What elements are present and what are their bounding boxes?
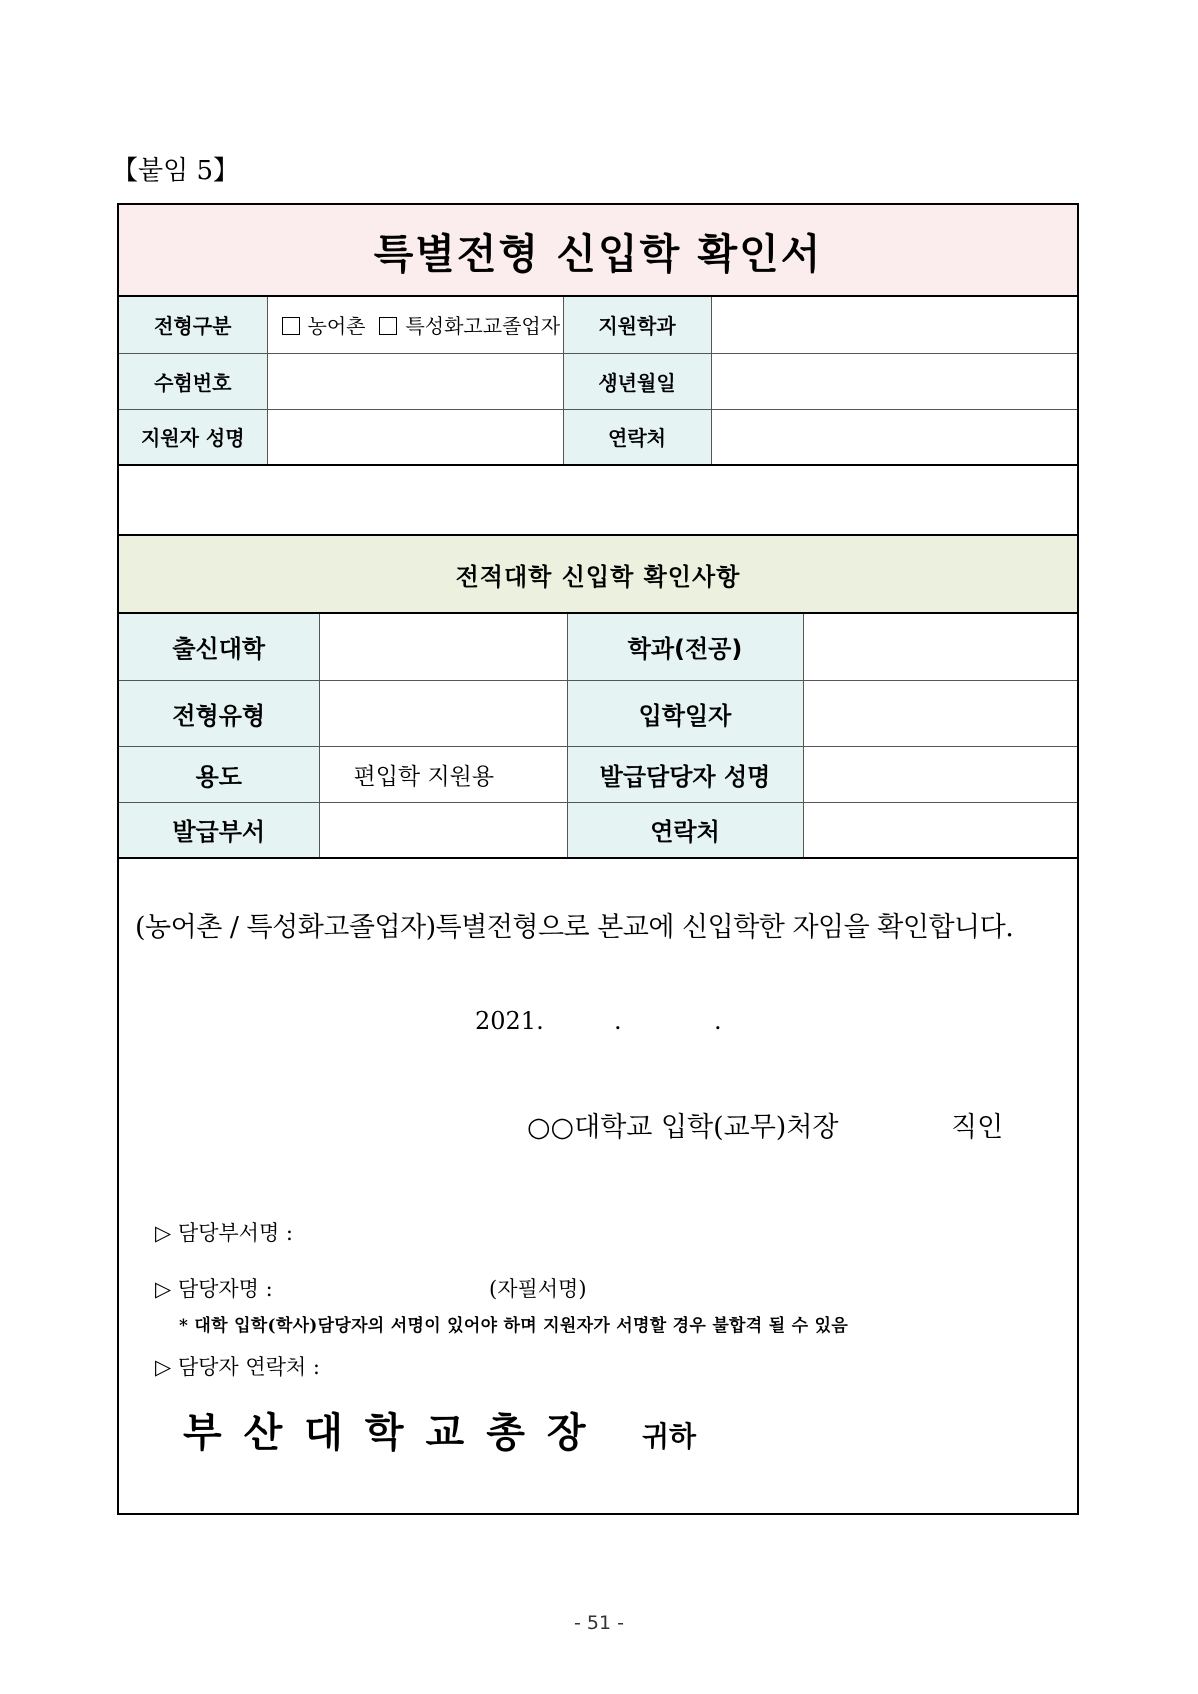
school-field[interactable] <box>319 614 567 680</box>
admission-type-label: 전형구분 <box>119 297 267 353</box>
issuing-contact-field[interactable] <box>803 802 1077 858</box>
date-month-dot: . <box>614 1007 622 1035</box>
signature-warning: * 대학 입학(학사)담당자의 서명이 있어야 하며 지원자가 서명할 경우 불합격 될 수 있음 <box>179 1316 849 1336</box>
officer-contact-line: ▷ 담당자 연락처 : <box>155 1355 320 1379</box>
rural-checkbox[interactable] <box>282 317 300 335</box>
admission-type2-field[interactable] <box>319 680 567 746</box>
purpose-label: 용도 <box>119 746 319 802</box>
school-label: 출신대학 <box>119 614 319 680</box>
major-field[interactable] <box>803 614 1077 680</box>
exam-number-label: 수험번호 <box>119 353 267 409</box>
issuing-dept-field[interactable] <box>319 802 567 858</box>
exam-number-field[interactable] <box>267 353 563 409</box>
confirmation-statement: (농어촌 / 특성화고졸업자)특별전형으로 본교에 신입학한 자임을 확인합니다. <box>135 912 1014 943</box>
issuing-contact-label: 연락처 <box>567 802 803 858</box>
officer-sign-line: ▷ 담당자명 : <box>155 1277 273 1301</box>
handwritten-sign-note: (자필서명) <box>489 1277 587 1301</box>
admission-type-options <box>267 297 563 353</box>
birth-date-label: 생년월일 <box>563 353 711 409</box>
applicant-name-field[interactable] <box>267 409 563 465</box>
rural-option-label: 농어촌 <box>307 314 366 339</box>
vocational-checkbox[interactable] <box>379 317 397 335</box>
admission-date-label: 입학일자 <box>567 680 803 746</box>
issuer-name-label: 발급담당자 성명 <box>567 746 803 802</box>
department-label: 지원학과 <box>563 297 711 353</box>
applicant-contact-field[interactable] <box>711 409 1077 465</box>
date-year: 2021. <box>475 1007 544 1035</box>
department-field[interactable] <box>711 297 1077 353</box>
birth-date-field[interactable] <box>711 353 1077 409</box>
form-title: 특별전형 신입학 확인서 <box>119 205 1077 297</box>
official-seal-label: 직인 <box>951 1112 1004 1143</box>
applicant-table <box>119 297 1077 466</box>
admission-type2-label: 전형유형 <box>119 680 319 746</box>
issuing-dept-label: 발급부서 <box>119 802 319 858</box>
recipient: 부산대학교총장 <box>183 1409 608 1456</box>
section-title: 전적대학 신입학 확인사항 <box>119 536 1077 614</box>
confirmation-form <box>117 203 1079 1515</box>
page-number: - 51 - <box>574 1612 624 1634</box>
major-label: 학과(전공) <box>567 614 803 680</box>
blank-row <box>119 466 1077 536</box>
applicant-name-label: 지원자 성명 <box>119 409 267 465</box>
applicant-contact-label: 연락처 <box>563 409 711 465</box>
date-day-dot: . <box>714 1007 722 1035</box>
honorific: 귀하 <box>642 1420 697 1453</box>
prev-school-table <box>119 614 1077 859</box>
attachment-label: 【붙임 5】 <box>112 156 240 186</box>
issuer-name-field[interactable] <box>803 746 1077 802</box>
vocational-option-label: 특성화고교졸업자 <box>405 314 561 339</box>
admission-date-field[interactable] <box>803 680 1077 746</box>
purpose-value: 편입학 지원용 <box>319 746 567 802</box>
issuer-title: ○○대학교 입학(교무)처장 <box>527 1112 839 1143</box>
dept-sign-line: ▷ 담당부서명 : <box>155 1221 294 1245</box>
